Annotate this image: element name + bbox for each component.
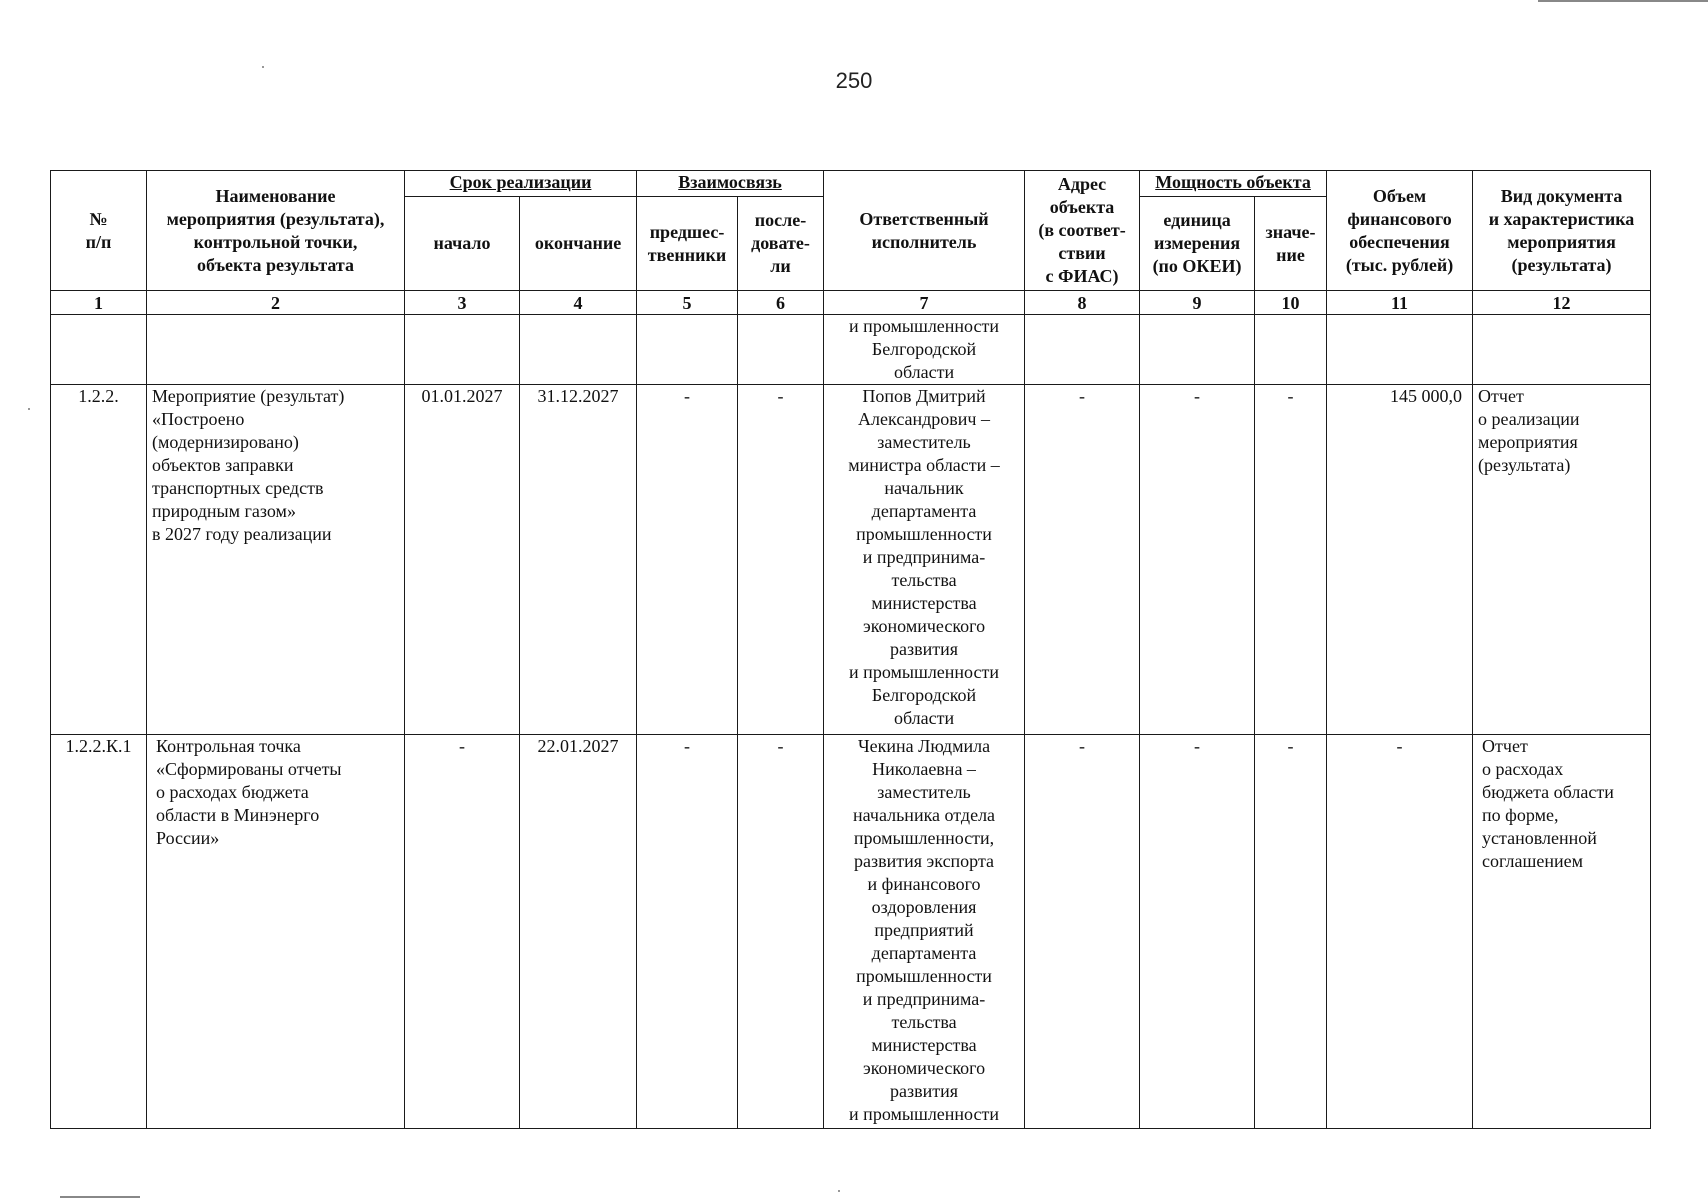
cell-successors: - — [738, 735, 824, 1129]
cell-responsible: Попов Дмитрий Александрович – заместитель министра области – начальник департамента промышленности и предпринима- тельства министерства экономического развития и промышленности Белгородской области — [824, 385, 1025, 735]
header-relation-label: Взаимосвязь — [678, 172, 782, 192]
scan-edge-mark-bottom — [60, 1196, 140, 1198]
cell-name: Мероприятие (результат) «Построено (модернизировано) объектов заправки транспортных средств природным газом» в 2027 году реализации — [147, 385, 405, 735]
column-number: 6 — [738, 291, 824, 315]
header-capacity — [1140, 171, 1327, 197]
cell-doc — [1473, 315, 1651, 385]
cell-end — [520, 315, 637, 385]
column-number: 11 — [1327, 291, 1473, 315]
scan-edge-mark-top — [1538, 0, 1708, 2]
header-capacity-label: Мощность объекта — [1155, 172, 1311, 192]
column-number: 5 — [637, 291, 738, 315]
column-number-row — [51, 291, 1651, 315]
header-row-top — [51, 171, 1651, 197]
header-unit: единица измерения (по ОКЕИ) — [1140, 197, 1255, 291]
table-row — [51, 735, 1651, 1129]
cell-successors — [738, 315, 824, 385]
column-number: 2 — [147, 291, 405, 315]
header-start: начало — [405, 197, 520, 291]
cell-predecessors — [637, 315, 738, 385]
header-value: значе- ние — [1255, 197, 1327, 291]
cell-unit: - — [1140, 735, 1255, 1129]
header-relation — [637, 171, 824, 197]
cell-num — [51, 315, 147, 385]
header-responsible: Ответственный исполнитель — [824, 171, 1025, 291]
header-period-label: Срок реализации — [449, 172, 592, 192]
column-number: 7 — [824, 291, 1025, 315]
column-number: 10 — [1255, 291, 1327, 315]
header-successors: после- довате- ли — [738, 197, 824, 291]
cell-value: - — [1255, 385, 1327, 735]
cell-end: 22.01.2027 — [520, 735, 637, 1129]
cell-doc: Отчет о реализации мероприятия (результата) — [1473, 385, 1651, 735]
cell-address — [1025, 315, 1140, 385]
scan-speck — [28, 408, 30, 410]
header-predecessors: предшес- твенники — [637, 197, 738, 291]
cell-address: - — [1025, 385, 1140, 735]
page-number: 250 — [835, 68, 873, 93]
cell-address: - — [1025, 735, 1140, 1129]
cell-name: Контрольная точка «Сформированы отчеты о расходах бюджета области в Минэнерго России» — [147, 735, 405, 1129]
cell-predecessors: - — [637, 385, 738, 735]
cell-value — [1255, 315, 1327, 385]
header-end: окончание — [520, 197, 637, 291]
column-number: 8 — [1025, 291, 1140, 315]
plan-table — [50, 170, 1651, 1129]
header-num: № п/п — [51, 171, 147, 291]
cell-finance: - — [1327, 735, 1473, 1129]
cell-responsible: и промышленности Белгородской области — [824, 315, 1025, 385]
cell-start — [405, 315, 520, 385]
table-row — [51, 315, 1651, 385]
cell-end: 31.12.2027 — [520, 385, 637, 735]
header-name: Наименование мероприятия (результата), контрольной точки, объекта результата — [147, 171, 405, 291]
header-doc-type: Вид документа и характеристика мероприятия (результата) — [1473, 171, 1651, 291]
scan-speck — [838, 1190, 840, 1192]
cell-predecessors: - — [637, 735, 738, 1129]
cell-name — [147, 315, 405, 385]
column-number: 3 — [405, 291, 520, 315]
cell-unit: - — [1140, 385, 1255, 735]
cell-responsible: Чекина Людмила Николаевна – заместитель начальника отдела промышленности, развития экспорта и финансового оздоровления предприятий департамента промышленности и предпринима- тельства министерства экономического развития и промышленности — [824, 735, 1025, 1129]
cell-doc: Отчет о расходах бюджета области по форме, установленной соглашением — [1473, 735, 1651, 1129]
header-finance: Объем финансового обеспечения (тыс. рублей) — [1327, 171, 1473, 291]
cell-start: 01.01.2027 — [405, 385, 520, 735]
cell-num: 1.2.2.К.1 — [51, 735, 147, 1129]
column-number: 12 — [1473, 291, 1651, 315]
column-number: 1 — [51, 291, 147, 315]
table-row — [51, 385, 1651, 735]
cell-unit — [1140, 315, 1255, 385]
header-address: Адрес объекта (в соответ- ствии с ФИАС) — [1025, 171, 1140, 291]
column-number: 4 — [520, 291, 637, 315]
cell-value: - — [1255, 735, 1327, 1129]
header-period — [405, 171, 637, 197]
cell-successors: - — [738, 385, 824, 735]
column-number: 9 — [1140, 291, 1255, 315]
cell-num: 1.2.2. — [51, 385, 147, 735]
cell-start: - — [405, 735, 520, 1129]
cell-finance: 145 000,0 — [1327, 385, 1473, 735]
cell-finance — [1327, 315, 1473, 385]
